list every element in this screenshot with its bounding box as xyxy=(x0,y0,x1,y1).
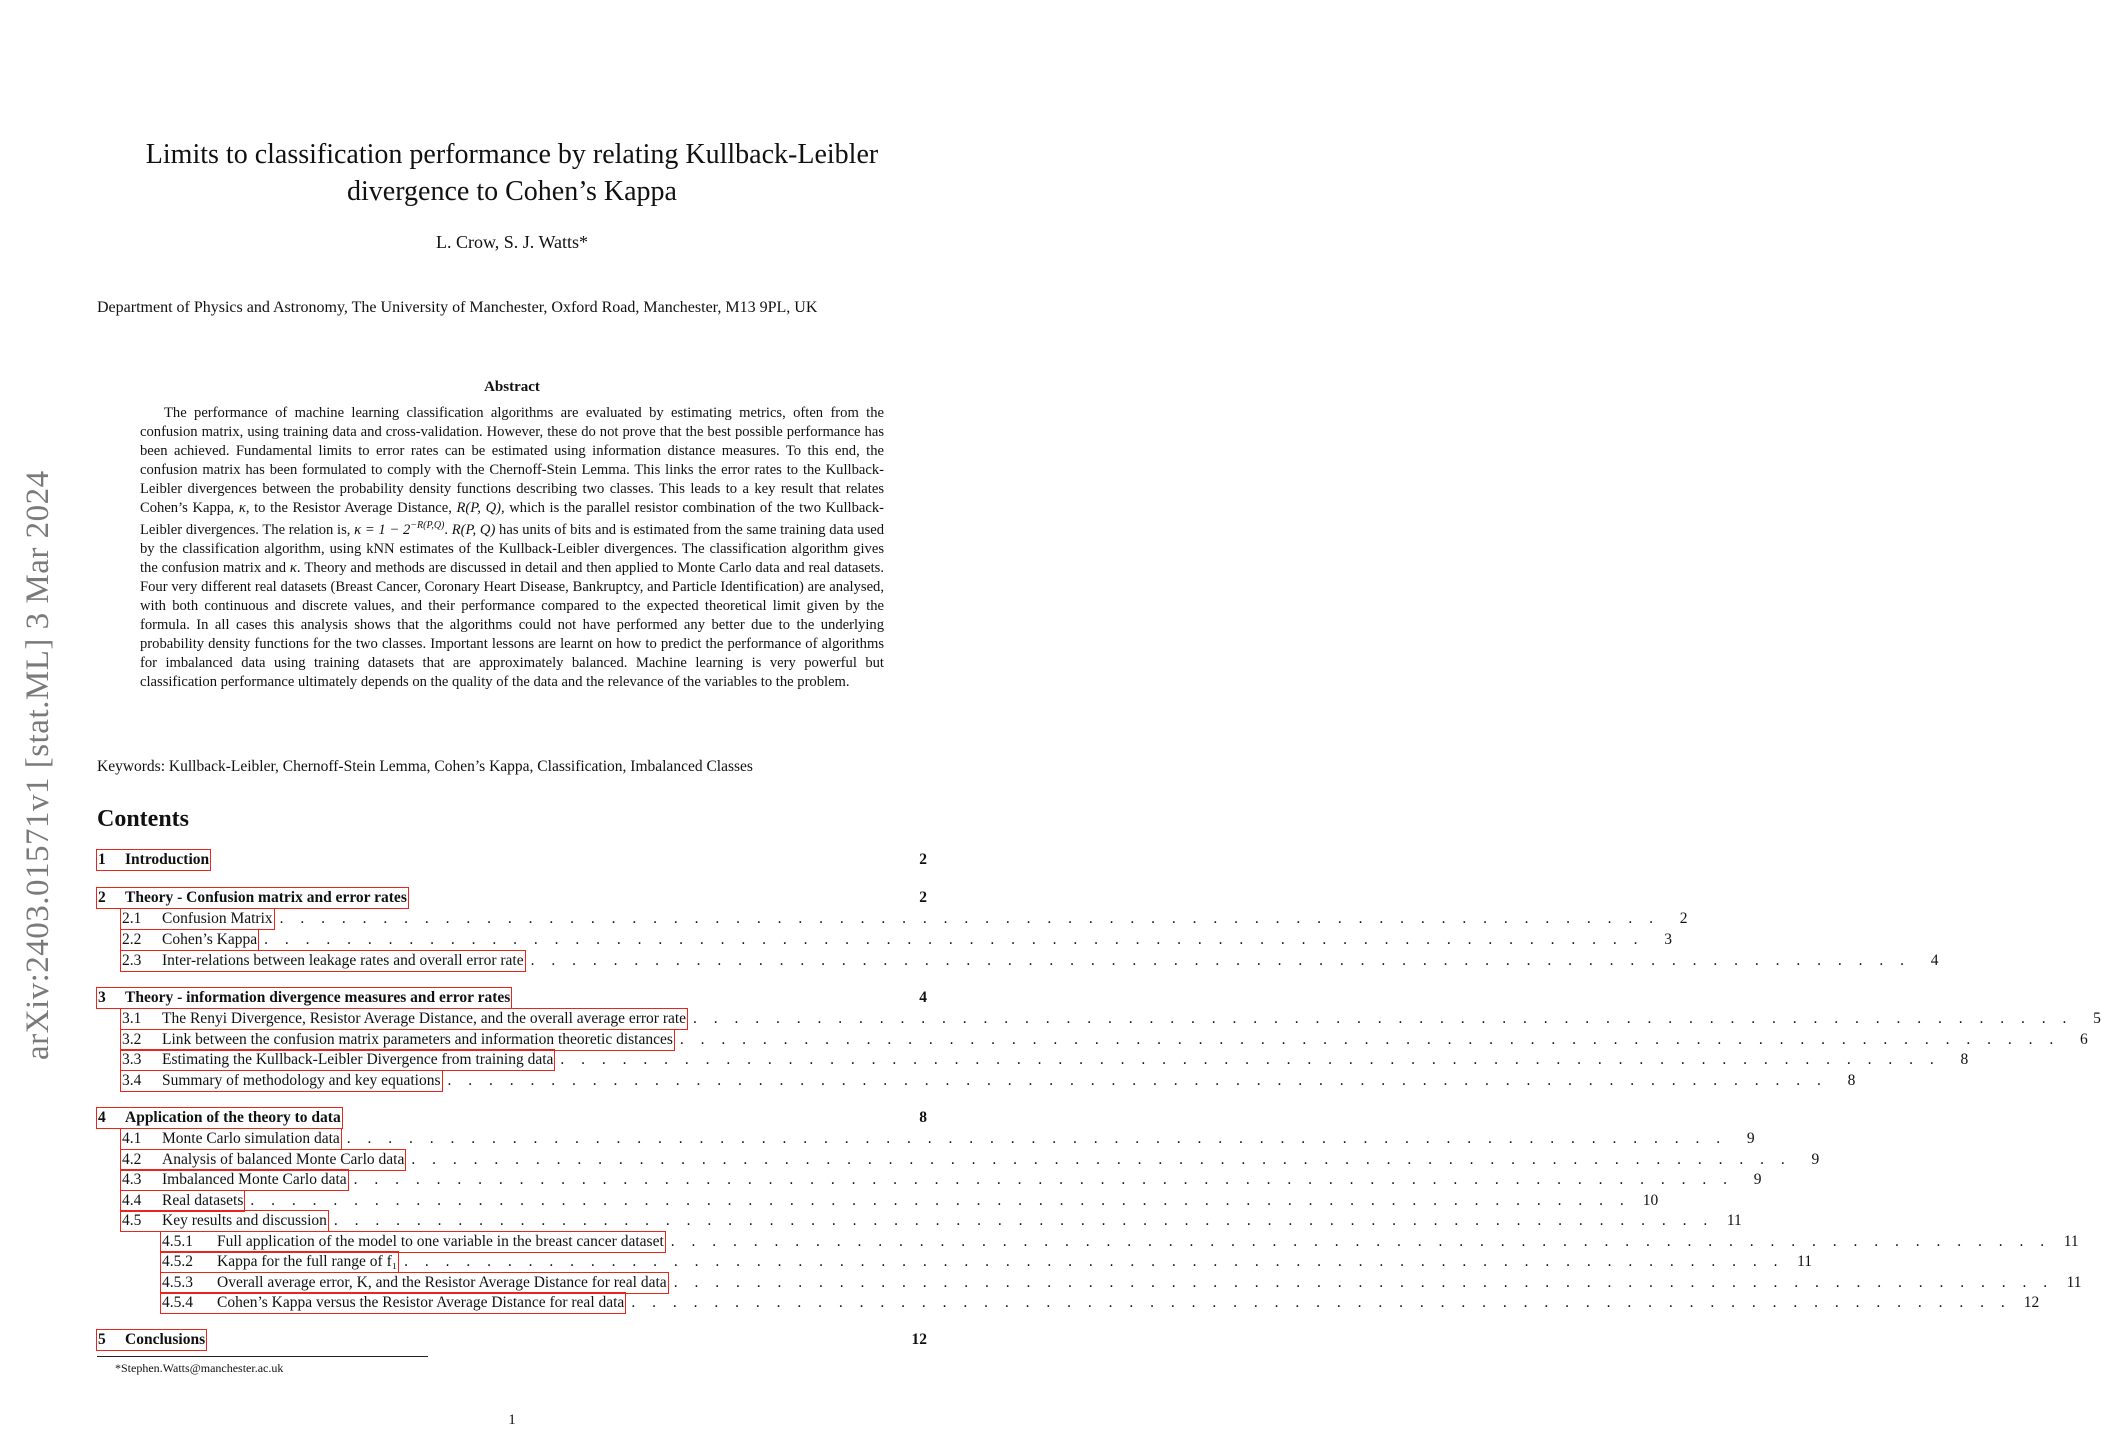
toc-label: Application of the theory to data xyxy=(125,1109,341,1126)
toc-page: 2 xyxy=(1679,910,1688,927)
toc-label: Estimating the Kullback-Leibler Divergence from training data xyxy=(162,1051,554,1068)
toc-page: 11 xyxy=(1726,1212,1742,1229)
toc-link-2-1[interactable] xyxy=(121,909,274,929)
toc-page: 10 xyxy=(1642,1192,1659,1209)
toc-page: 11 xyxy=(1797,1253,1813,1270)
toc-link-3-2[interactable] xyxy=(121,1030,674,1050)
toc-label: Analysis of balanced Monte Carlo data xyxy=(162,1151,405,1168)
toc-page: 12 xyxy=(2023,1294,2040,1311)
toc-page: 2 xyxy=(919,851,927,868)
toc-number: 4.4 xyxy=(122,1192,142,1209)
toc-section-3-3 xyxy=(97,1050,1969,1070)
toc-dots: . . . . . . . . . . . . . . . . . . . . . . . . . . . . . . . . . . . . . . . . . . . . . . . . . . . . . . . . . . . . . . . . . . . xyxy=(346,1130,1727,1147)
toc-page: 8 xyxy=(1847,1072,1856,1089)
toc-label: Summary of methodology and key equations xyxy=(162,1072,441,1089)
formula-exponent: −R(P,Q) xyxy=(410,520,445,532)
toc-link-4-5-2[interactable] xyxy=(161,1252,398,1272)
toc-link-3[interactable] xyxy=(97,988,511,1008)
toc-page: 6 xyxy=(2080,1031,2088,1048)
toc-label: Full application of the model to one variable in the breast cancer dataset xyxy=(217,1233,664,1250)
toc-label: Cohen’s Kappa xyxy=(162,931,258,948)
abstract-part-6: . Theory and methods are discussed in detail and then applied to Monte Carlo data and real datasets. Four very different real datasets (Breast Cancer, Coronary Heart Disease, Bankruptcy, and Particle Identification) are analysed, with both continuous and discrete values, and their performance compared to the expected theoretical limit given by the formula. In all cases this analysis shows that the algorithms could not have performed any better due to the underlying probability density functions for the two classes. Important lessons are learnt on how to predict the performance of algorithms for imbalanced data using training datasets that are approximately balanced. Machine learning is very powerful but classification performance ultimately depends on the quality of the data and the relevance of the variables to the problem. xyxy=(140,560,884,690)
abstract-part-1: The performance of machine learning classification algorithms are evaluated by estimating metrics, often from the confusion matrix, using training data and cross-validation. However, these do not prove that the best possible performance has been achieved. Fundamental limits to error rates can be estimated using information distance measures. To this end, the confusion matrix has been formulated to comply with the Chernoff-Stein Lemma. This links the error rates to the Kullback-Leibler divergences between the probability density functions describing two classes. This leads to a key result that relates Cohen’s Kappa, xyxy=(140,405,884,516)
toc-number: 4.2 xyxy=(122,1151,142,1168)
toc-label: Kappa for the full range of f₁ xyxy=(217,1253,398,1270)
paper-title xyxy=(110,136,914,210)
affiliation: Department of Physics and Astronomy, The University of Manchester, Oxford Road, Manchester, M13 9PL, UK xyxy=(97,299,818,316)
toc-section-2-3 xyxy=(97,951,1939,971)
arxiv-side-label[interactable]: arXiv:2403.01571v1 [stat.ML] 3 Mar 2024 xyxy=(20,470,56,1060)
rpq-symbol: R(P, Q) xyxy=(456,499,501,516)
toc-label: Inter-relations between leakage rates and overall error rate xyxy=(162,952,524,969)
toc-section-1 xyxy=(97,850,927,870)
toc-link-4-3[interactable] xyxy=(121,1170,348,1190)
toc-link-4-5-3[interactable] xyxy=(161,1273,668,1293)
toc-number: 3.2 xyxy=(122,1031,142,1048)
abstract-text xyxy=(140,404,884,691)
toc-link-4-2[interactable] xyxy=(121,1150,405,1170)
toc-page: 4 xyxy=(919,989,927,1006)
toc-label: Key results and discussion xyxy=(162,1212,327,1229)
toc-dots: . . . . . . . . . . . . . . . . . . . . . . . . . . . . . . . . . . . . . . . . . . . . . . . . . . . . . . . . . . . . . . . . . . . xyxy=(264,931,1645,948)
toc-number: 4.1 xyxy=(122,1130,142,1147)
contents-heading: Contents xyxy=(97,806,190,832)
toc-page: 9 xyxy=(1811,1151,1820,1168)
toc-number: 4.5.4 xyxy=(162,1294,193,1311)
toc-number: 4.5.3 xyxy=(162,1274,193,1291)
toc-number: 2 xyxy=(98,889,106,906)
rpq-symbol-2: R(P, Q) xyxy=(451,522,496,539)
toc-page: 11 xyxy=(2063,1233,2079,1250)
toc-number: 4 xyxy=(98,1109,106,1126)
toc-label: Cohen’s Kappa versus the Resistor Average Distance for real data xyxy=(217,1294,625,1311)
toc-page: 5 xyxy=(2093,1010,2101,1027)
toc-section-4-2 xyxy=(97,1150,1820,1170)
toc-section-5 xyxy=(97,1330,927,1350)
page-number: 1 xyxy=(508,1412,516,1428)
toc-number: 1 xyxy=(98,851,106,868)
toc-dots: . . . . . . . . . . . . . . . . . . . . . . . . . . . . . . . . . . . . . . . . . . . . . . . . . . . . . . . . . . . . . . . . . . . xyxy=(250,1192,1631,1209)
keywords: Keywords: Kullback-Leibler, Chernoff-Stein Lemma, Cohen’s Kappa, Classification, Imbalanced Classes xyxy=(97,758,753,775)
toc-page: 11 xyxy=(2066,1274,2082,1291)
toc-link-4-1[interactable] xyxy=(121,1129,341,1149)
toc-number: 4.5.1 xyxy=(162,1233,193,1250)
toc-page: 8 xyxy=(919,1109,927,1126)
kappa-symbol: κ xyxy=(238,499,246,516)
toc-section-2 xyxy=(97,888,927,908)
toc-section-4-5 xyxy=(97,1211,1742,1231)
toc-dots: . . . . . . . . . . . . . . . . . . . . . . . . . . . . . . . . . . . . . . . . . . . . . . . . . . . . . . . . . . . . . . . . . . . xyxy=(404,1253,1785,1270)
toc-label: Theory - information divergence measures and error rates xyxy=(125,989,511,1006)
toc-section-4-5-1 xyxy=(97,1232,2079,1252)
toc-link-4-5[interactable] xyxy=(121,1211,328,1231)
toc-number: 4.5.2 xyxy=(162,1253,193,1270)
authors: L. Crow, S. J. Watts* xyxy=(435,232,589,252)
abstract-part-4: . xyxy=(444,522,452,539)
toc-link-3-3[interactable] xyxy=(121,1050,554,1070)
toc-label: The Renyi Divergence, Resistor Average Distance, and the overall average error rate xyxy=(162,1010,687,1027)
toc-link-1[interactable] xyxy=(97,850,210,870)
toc-dots: . . . . . . . . . . . . . . . . . . . . . . . . . . . . . . . . . . . . . . . . . . . . . . . . . . . . . . . . . . . . . . . . . . . xyxy=(670,1233,2051,1250)
toc-link-4-5-4[interactable] xyxy=(161,1293,625,1313)
toc-number: 3.4 xyxy=(122,1072,142,1089)
toc-label: Confusion Matrix xyxy=(162,910,273,927)
toc-page: 3 xyxy=(1664,931,1673,948)
toc-dots: . . . . . . . . . . . . . . . . . . . . . . . . . . . . . . . . . . . . . . . . . . . . . . . . . . . . . . . . . . . . . . . . . . . xyxy=(447,1072,1828,1089)
abstract-heading: Abstract xyxy=(484,379,540,395)
toc-page: 9 xyxy=(1746,1130,1755,1147)
toc-section-2-2 xyxy=(97,930,1673,950)
toc-section-4-5-2 xyxy=(97,1252,1813,1272)
toc-dots: . . . . . . . . . . . . . . . . . . . . . . . . . . . . . . . . . . . . . . . . . . . . . . . . . . . . . . . . . . . . . . . . . . . xyxy=(530,952,1911,969)
title-line-1: Limits to classification performance by relating Kullback-Leibler xyxy=(145,139,879,170)
toc-label: Overall average error, K, and the Resistor Average Distance for real data xyxy=(217,1274,667,1291)
abstract-part-3: , which is the parallel resistor combination of the two Kullback-Leibler divergences. The relation is, xyxy=(140,499,884,539)
toc-label: Conclusions xyxy=(125,1331,206,1348)
toc-dots: . . . . . . . . . . . . . . . . . . . . . . . . . . . . . . . . . . . . . . . . . . . . . . . . . . . . . . . . . . . . . . . . . . . xyxy=(673,1274,2054,1291)
toc-label: Monte Carlo simulation data xyxy=(162,1130,340,1147)
toc-dots: . . . . . . . . . . . . . . . . . . . . . . . . . . . . . . . . . . . . . . . . . . . . . . . . . . . . . . . . . . . . . . . . . . . xyxy=(353,1171,1734,1188)
toc-number: 2.2 xyxy=(122,931,142,948)
toc-dots: . . . . . . . . . . . . . . . . . . . . . . . . . . . . . . . . . . . . . . . . . . . . . . . . . . . . . . . . . . . . . . . . . . . xyxy=(679,1031,2060,1048)
toc-page: 12 xyxy=(911,1331,927,1348)
footnote-rule xyxy=(97,1356,428,1357)
toc-number: 4.3 xyxy=(122,1171,142,1188)
toc-section-4-4 xyxy=(97,1191,1659,1211)
toc-section-3-4 xyxy=(97,1071,1856,1091)
toc-page: 2 xyxy=(919,889,927,906)
toc-link-4-5-1[interactable] xyxy=(161,1232,665,1252)
abstract-part-5: has units of bits and is estimated from the same training data used by the classification algorithm, using kNN estimates of the Kullback-Leibler divergences. The classification algorithm gives the confusion matrix and xyxy=(140,522,885,577)
toc-label: Theory - Confusion matrix and error rates xyxy=(125,889,407,906)
toc-number: 2.1 xyxy=(122,910,142,927)
toc-link-2[interactable] xyxy=(97,888,408,908)
toc-section-4-5-4 xyxy=(97,1293,2040,1313)
abstract-part-2: , to the Resistor Average Distance, xyxy=(245,499,457,516)
toc-label: Link between the confusion matrix parameters and information theoretic distances xyxy=(162,1031,673,1048)
toc-link-3-1[interactable] xyxy=(121,1009,687,1029)
kappa-formula: κ = 1 − 2 xyxy=(354,522,411,539)
toc-section-4-1 xyxy=(97,1129,1755,1149)
toc-number: 3 xyxy=(98,989,106,1006)
toc-number: 4.5 xyxy=(122,1212,142,1229)
toc-dots: . . . . . . . . . . . . . . . . . . . . . . . . . . . . . . . . . . . . . . . . . . . . . . . . . . . . . . . . . . . . . . . . . . . xyxy=(693,1010,2073,1027)
toc-dots: . . . . . . . . . . . . . . . . . . . . . . . . . . . . . . . . . . . . . . . . . . . . . . . . . . . . . . . . . . . . . . . . . . . xyxy=(279,910,1660,927)
footnote-email[interactable]: *Stephen.Watts@manchester.ac.uk xyxy=(115,1361,284,1375)
toc-section-3-2 xyxy=(97,1030,2088,1050)
toc-section-3 xyxy=(97,988,927,1008)
toc-number: 2.3 xyxy=(122,952,142,969)
toc-label: Real datasets xyxy=(162,1192,244,1209)
toc-dots: . . . . . . . . . . . . . . . . . . . . . . . . . . . . . . . . . . . . . . . . . . . . . . . . . . . . . . . . . . . . . . . . . . . xyxy=(631,1294,2012,1311)
toc-number: 5 xyxy=(98,1331,106,1348)
toc-link-2-3[interactable] xyxy=(121,951,525,971)
kappa-symbol-2: κ xyxy=(289,560,297,577)
toc-page: 9 xyxy=(1753,1171,1762,1188)
toc-number: 3.3 xyxy=(122,1051,142,1068)
title-line-2: divergence to Cohen’s Kappa xyxy=(347,176,677,207)
toc-section-3-1 xyxy=(97,1009,2101,1029)
toc-page: 4 xyxy=(1930,952,1939,969)
toc-section-2-1 xyxy=(97,909,1688,929)
toc-section-4-3 xyxy=(97,1170,1762,1190)
toc-section-4 xyxy=(97,1108,927,1128)
toc-link-2-2[interactable] xyxy=(121,930,258,950)
toc-dots: . . . . . . . . . . . . . . . . . . . . . . . . . . . . . . . . . . . . . . . . . . . . . . . . . . . . . . . . . . . . . . . . . . . xyxy=(560,1051,1941,1068)
toc-section-4-5-3 xyxy=(97,1273,2082,1293)
toc-label: Introduction xyxy=(125,851,210,868)
toc-number: 3.1 xyxy=(122,1010,142,1027)
toc-link-3-4[interactable] xyxy=(121,1071,442,1091)
toc-link-5[interactable] xyxy=(97,1330,206,1350)
toc-page: 8 xyxy=(1960,1051,1969,1068)
toc-link-4[interactable] xyxy=(97,1108,342,1128)
toc-dots: . . . . . . . . . . . . . . . . . . . . . . . . . . . . . . . . . . . . . . . . . . . . . . . . . . . . . . . . . . . . . . . . . . . xyxy=(333,1212,1714,1229)
toc-link-4-4[interactable] xyxy=(121,1191,244,1211)
toc-dots: . . . . . . . . . . . . . . . . . . . . . . . . . . . . . . . . . . . . . . . . . . . . . . . . . . . . . . . . . . . . . . . . . . . xyxy=(411,1151,1792,1168)
toc-label: Imbalanced Monte Carlo data xyxy=(162,1171,347,1188)
